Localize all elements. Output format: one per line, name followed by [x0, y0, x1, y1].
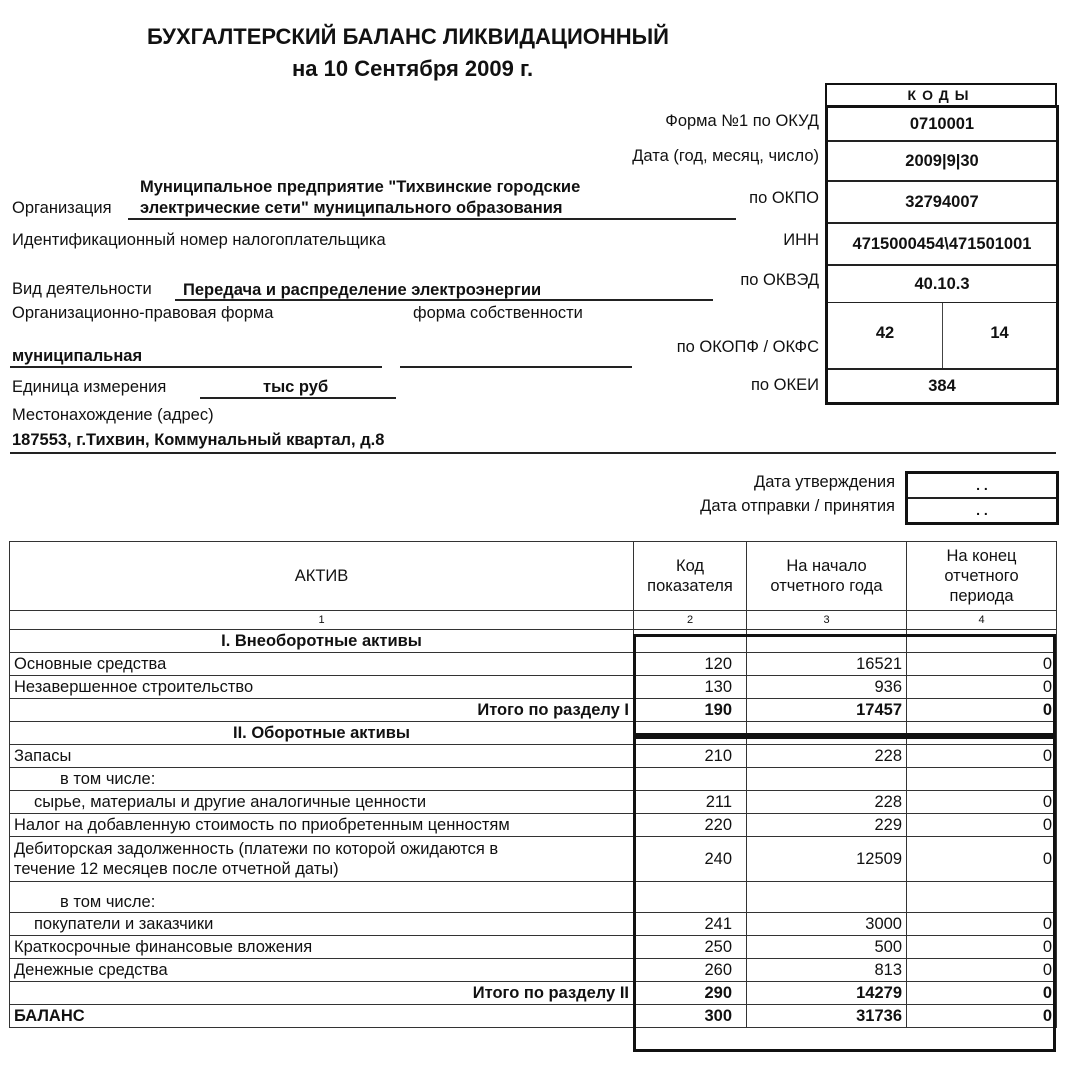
- okpo-label: по ОКПО: [749, 189, 819, 207]
- date-value: 2009|9|30: [828, 142, 1056, 182]
- okved-value: 40.10.3: [828, 266, 1056, 303]
- address-value: 187553, г.Тихвин, Коммунальный квартал, д.8: [12, 431, 385, 449]
- okved-label: по ОКВЭД: [740, 271, 819, 289]
- org-label: Организация: [12, 199, 112, 217]
- table-row: покупатели и заказчики 241 3000 0: [10, 913, 1057, 936]
- header-code: Код показателя: [634, 542, 747, 611]
- column-numbers-row: [10, 611, 1057, 630]
- okei-label: по ОКЕИ: [750, 376, 819, 394]
- org-underline: [128, 218, 736, 220]
- okopf-value: 42: [828, 303, 943, 368]
- org-name-line2: электрические сети" муниципального образования: [140, 199, 563, 217]
- table-header-row: [10, 542, 1057, 611]
- activity-label: Вид деятельности: [12, 280, 152, 298]
- header-end: На конец отчетного периода: [907, 542, 1057, 611]
- table-row: в том числе:: [10, 882, 1057, 913]
- approve-date-label: Дата утверждения: [754, 473, 895, 491]
- okud-value: 0710001: [828, 108, 1056, 142]
- okpo-value: 32794007: [828, 182, 1056, 224]
- address-label: Местонахождение (адрес): [12, 406, 214, 424]
- debt-name-line2: течение 12 месяцев после отчетной даты): [14, 860, 339, 878]
- codes-box: [825, 105, 1059, 405]
- okfs-value: 14: [990, 324, 1009, 342]
- send-date-label: Дата отправки / принятия: [700, 497, 895, 515]
- debt-name-line1: Дебиторская задолженность (платежи по которой ожидаются в: [14, 840, 499, 858]
- ownership-underline: [400, 366, 632, 368]
- balance-total-row: БАЛАНС 300 31736 0: [10, 1005, 1057, 1028]
- header-start: На начало отчетного года: [747, 542, 907, 611]
- table-row: Денежные средства 260 813 0: [10, 959, 1057, 982]
- send-date-value: . .: [976, 502, 988, 518]
- activity-underline: [175, 299, 713, 301]
- section1-total-row: Итого по разделу I 190 17457 0: [10, 699, 1057, 722]
- colnum-2: 2: [634, 611, 747, 630]
- org-name-line1: Муниципальное предприятие "Тихвинские городские: [140, 178, 581, 196]
- section1-title: I. Внеоборотные активы: [10, 630, 634, 653]
- address-underline: [10, 452, 1056, 454]
- ownership-label: форма собственности: [413, 304, 583, 322]
- okopf-label: по ОКОПФ / ОКФС: [676, 338, 819, 356]
- balance-table: [9, 541, 1057, 1028]
- inn-value: 4715000454\471501001: [828, 224, 1056, 266]
- legal-form-underline: [10, 366, 382, 368]
- unit-label: Единица измерения: [12, 378, 167, 396]
- okud-label: Форма №1 по ОКУД: [665, 112, 819, 130]
- table-row: Основные средства 120 16521 0: [10, 653, 1057, 676]
- inn-label: Идентификационный номер налогоплательщика: [12, 231, 386, 249]
- unit-value: тыс руб: [263, 378, 329, 396]
- table-row: Дебиторская задолженность (платежи по которой ожидаются в течение 12 месяцев после отчетной даты) 240 12509 0: [10, 837, 1057, 882]
- table-row: сырье, материалы и другие аналогичные ценности 211 228 0: [10, 791, 1057, 814]
- section2-title-row: [10, 722, 1057, 745]
- inn-code-label: ИНН: [783, 231, 819, 249]
- date-label: Дата (год, месяц, число): [632, 147, 819, 165]
- section1-title-row: [10, 630, 1057, 653]
- colnum-3: 3: [747, 611, 907, 630]
- approval-dates-box: [905, 471, 1059, 525]
- section2-title: II. Оборотные активы: [10, 722, 634, 745]
- okopf-okfs-row: [828, 303, 1056, 370]
- approve-date-value: . .: [908, 474, 1056, 499]
- table-row: в том числе:: [10, 768, 1057, 791]
- document-date: на 10 Сентября 2009 г.: [292, 56, 534, 81]
- section2-total-row: Итого по разделу II 290 14279 0: [10, 982, 1057, 1005]
- table-row: Незавершенное строительство 130 936 0: [10, 676, 1057, 699]
- table-row: Запасы 210 228 0: [10, 745, 1057, 768]
- table-row: Налог на добавленную стоимость по приобретенным ценностям 220 229 0: [10, 814, 1057, 837]
- document-title: БУХГАЛТЕРСКИЙ БАЛАНС ЛИКВИДАЦИОННЫЙ: [147, 24, 669, 49]
- unit-underline: [200, 397, 396, 399]
- activity-value: Передача и распределение электроэнергии: [183, 281, 542, 299]
- table-row: Краткосрочные финансовые вложения 250 500 0: [10, 936, 1057, 959]
- codes-header: КОДЫ: [825, 83, 1057, 107]
- header-aktiv: АКТИВ: [10, 542, 634, 611]
- legal-form-label: Организационно-правовая форма: [12, 304, 274, 322]
- colnum-1: 1: [10, 611, 634, 630]
- legal-form-value: муниципальная: [12, 347, 143, 365]
- colnum-4: 4: [907, 611, 1057, 630]
- okei-value: 384: [928, 376, 956, 395]
